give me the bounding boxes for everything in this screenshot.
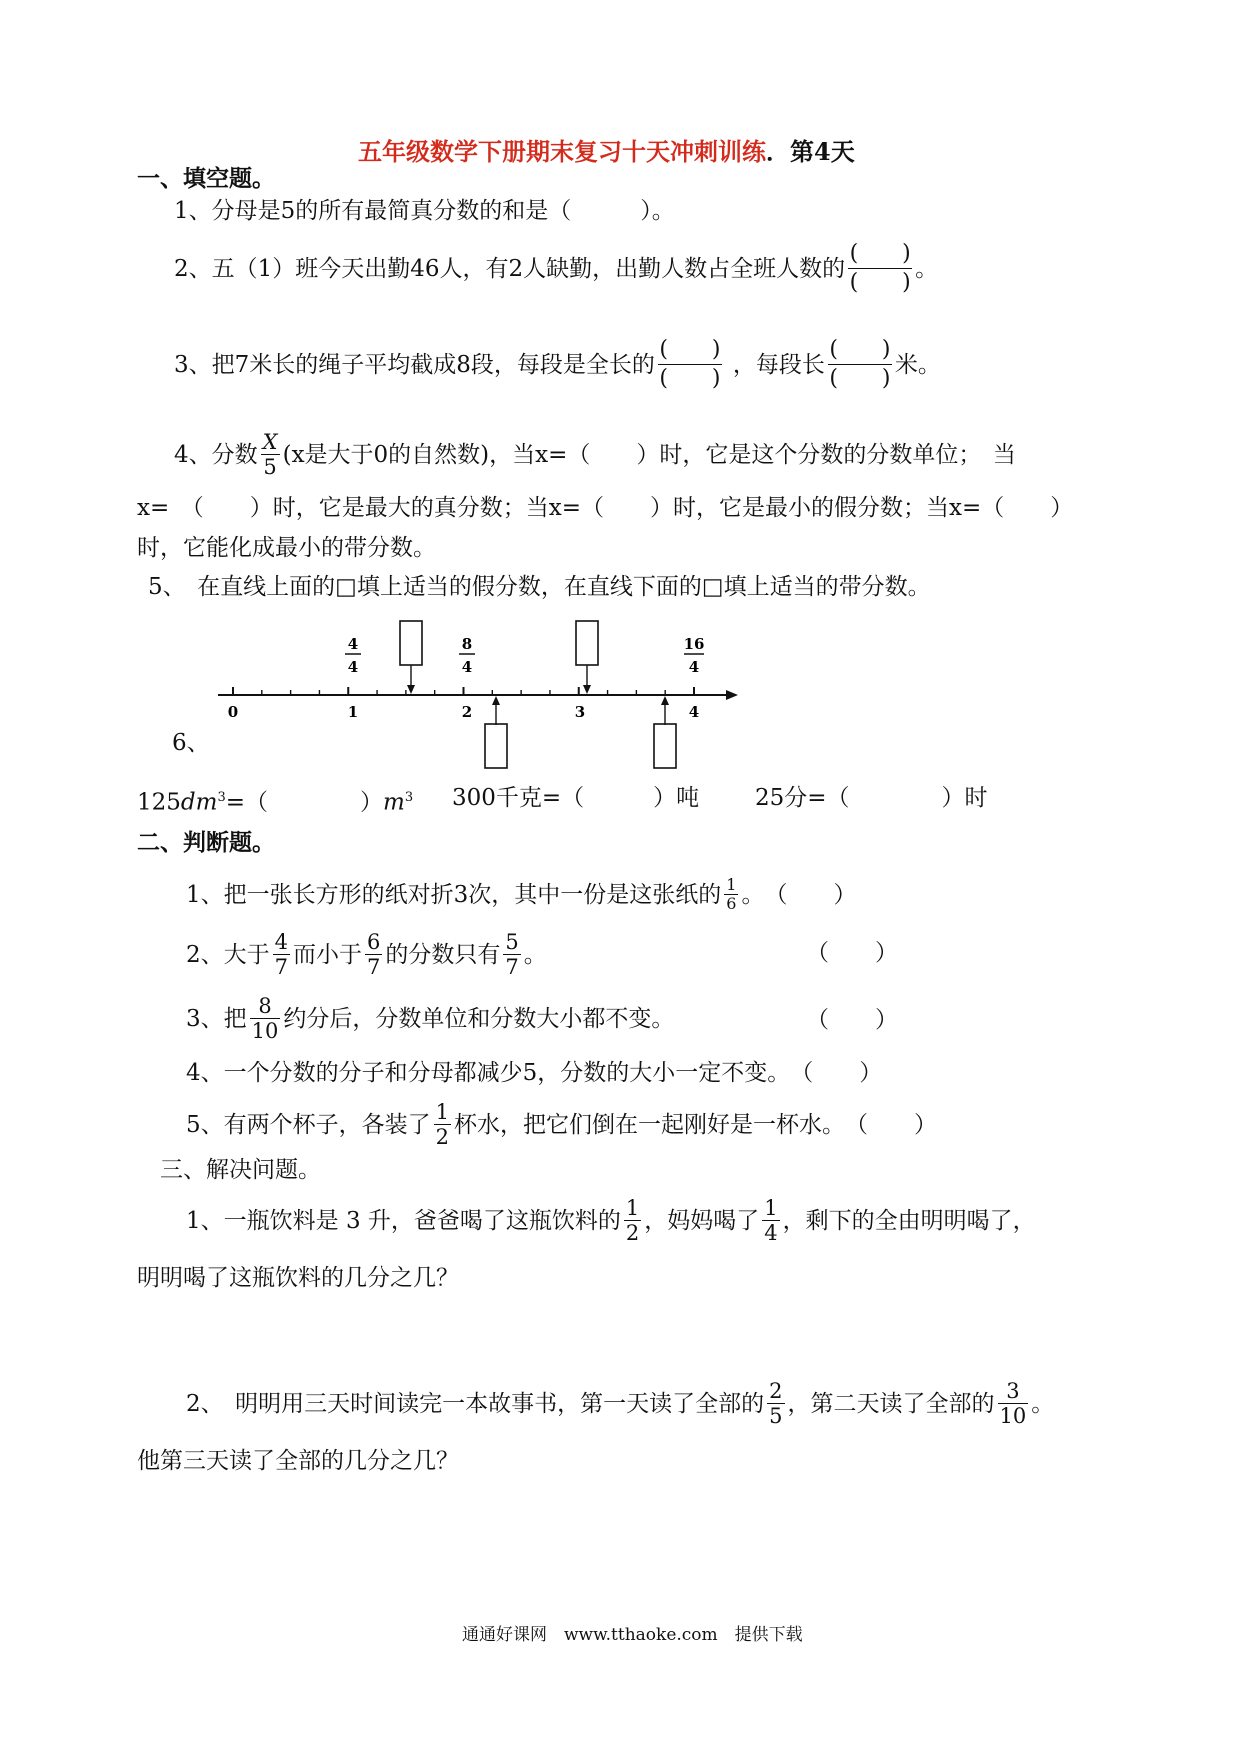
s2-q5-b: 杯水，把它们倒在一起刚好是一杯水。 （ ）: [454, 1111, 938, 1138]
fraction: $\frac{4}{7}$: [274, 930, 289, 979]
s2-q2-c: 的分数只有: [385, 941, 501, 968]
s2-q3-b: 约分后，分数单位和分数大小都不变。: [283, 1005, 675, 1032]
s1-q2-end: 。: [915, 255, 939, 282]
s2-q2-b: 而小于: [293, 941, 363, 968]
tick-label-4: 4: [688, 703, 700, 721]
tick-label-0: 0: [227, 703, 239, 721]
q6-a-unit: dm: [180, 789, 218, 816]
s3-q1-a: 1、一瓶饮料是 3 升，爸爸喝了这瓶饮料的: [186, 1207, 621, 1234]
fraction: $\frac{2}{5}$: [769, 1379, 783, 1428]
given-frac-3-den: 4: [688, 658, 700, 676]
fraction: $\frac{1}{6}$: [726, 875, 737, 913]
s2-q3-a: 3、把: [186, 1005, 247, 1032]
q6-a-exp2: 3: [404, 790, 414, 805]
s2-q5-a: 5、有两个杯子，各装了: [186, 1111, 431, 1138]
fraction: $\frac{3}{10}$: [999, 1379, 1027, 1428]
s1-question-5: 5、 在直线上面的□填上适当的假分数，在直线下面的□填上适当的带分数。: [148, 574, 931, 600]
s3-q1-c: ，剩下的全由明明喝了，: [782, 1207, 1036, 1234]
title-day: 第4天: [790, 137, 855, 166]
s2-q3-paren: （ ）: [806, 1007, 898, 1033]
title-dot: ．: [766, 137, 790, 166]
s1-question-2: [174, 240, 938, 297]
s2-q2-end: 。: [523, 941, 547, 968]
s3-q2-c: 。: [1031, 1390, 1055, 1417]
fraction: $\frac{1}{2}$: [435, 1100, 450, 1149]
fraction: $\frac{1}{4}$: [764, 1196, 778, 1245]
s1-q4-line2: x= （ ）时，它是最大的真分数；当x=（ ）时，它是最小的假分数；当x=（ ）: [137, 495, 1074, 521]
number-line-minor-ticks: [233, 687, 694, 695]
section2-heading: 二、判断题。: [137, 829, 275, 856]
s1-q3-mid: ，每段长: [732, 351, 825, 378]
s2-question-3: [186, 994, 674, 1043]
number-line-diagram: [210, 605, 750, 775]
arrow-up-icon: [492, 696, 500, 705]
s1-q3-text: 3、把7米长的绳子平均截成8段，每段是全长的: [174, 351, 655, 378]
s3-question-2: [186, 1379, 1054, 1428]
s1-q3-end: 米。: [894, 351, 941, 378]
s1-question-4-line1: [174, 430, 1016, 479]
s1-q2-text: 2、五（1）班今天出勤46人，有2人缺勤，出勤人数占全班人数的: [174, 255, 846, 282]
q6-a-value: 125: [137, 789, 181, 816]
fraction: $\frac{1}{2}$: [625, 1196, 640, 1245]
arrow-down-icon: [583, 685, 591, 694]
given-frac-1-den: 4: [347, 658, 359, 676]
q6-a-mid: =（ ）: [225, 789, 384, 816]
section1-heading: 一、填空题。: [137, 165, 275, 192]
s3-q2-b: ，第二天读了全部的: [787, 1390, 995, 1417]
s3-q1-b: ，妈妈喝了: [644, 1207, 760, 1234]
tick-label-1: 1: [347, 703, 359, 721]
arrow-down-icon: [407, 685, 415, 694]
q6-a-exp: 3: [217, 790, 226, 805]
s2-question-1: [186, 876, 856, 913]
s1-q6-label: 6、: [172, 730, 210, 756]
s2-question-4: 4、一个分数的分子和分母都减少5，分数的大小一定不变。 （ ）: [186, 1060, 883, 1086]
fraction: $\frac{X}{5}$: [262, 430, 278, 479]
page-footer: 通通好课网 www.tthaoke.com 提供下载: [462, 1625, 803, 1645]
answer-box-below-1: [485, 724, 507, 768]
s3-q2-a: 2、 明明用三天时间读完一本故事书，第一天读了全部的: [186, 1390, 765, 1417]
answer-box-above-1: [400, 621, 422, 665]
fraction: $\frac{5}{7}$: [505, 930, 519, 979]
page-title: [358, 132, 855, 167]
section3-heading: 三、解决问题。: [160, 1157, 321, 1183]
s2-q1-text: 1、把一张长方形的纸对折3次，其中一份是这张纸的: [186, 881, 722, 908]
given-frac-3-num: 16: [683, 635, 705, 653]
blank-fraction: ( ) ( ): [659, 337, 721, 391]
axis-arrow-icon: [726, 690, 738, 700]
given-frac-2-num: 8: [461, 635, 473, 653]
given-frac-1-num: 4: [347, 635, 359, 653]
s1-q4-line3: 时，它能化成最小的带分数。: [137, 535, 436, 561]
arrow-up-icon: [661, 696, 669, 705]
s2-q1-end: 。 （ ）: [741, 881, 857, 908]
answer-box-below-2: [654, 724, 676, 768]
s3-q2-line2: 他第三天读了全部的几分之几？: [137, 1448, 459, 1474]
blank-fraction: ( ) ( ): [849, 241, 911, 295]
s1-q4-lead: 4、分数: [174, 441, 258, 468]
s2-question-2: [186, 930, 547, 979]
tick-label-3: 3: [574, 703, 586, 721]
given-frac-2-den: 4: [461, 658, 473, 676]
s2-q2-paren: （ ）: [806, 940, 898, 966]
s1-q6-part-b: 300千克=（ ）吨: [452, 785, 700, 811]
tick-label-2: 2: [461, 703, 473, 721]
fraction: $\frac{8}{10}$: [251, 994, 279, 1043]
answer-box-above-2: [576, 621, 598, 665]
s1-q6-part-c: 25分=（ ）时: [755, 785, 988, 811]
s3-q1-line2: 明明喝了这瓶饮料的几分之几？: [137, 1265, 459, 1291]
s3-question-1: [186, 1196, 1036, 1245]
s1-q4-line1: (x是大于0的自然数)，当x=（ ）时，它是这个分数的分数单位； 当: [282, 441, 1016, 468]
fraction: $\frac{6}{7}$: [367, 930, 381, 979]
s1-question-1: 1、分母是5的所有最简真分数的和是（ ）。: [174, 198, 675, 224]
s2-question-5: [186, 1100, 937, 1149]
s1-question-3: [174, 336, 941, 393]
q6-a-unit2: m: [383, 789, 405, 816]
s2-q2-a: 2、大于: [186, 941, 270, 968]
blank-fraction: ( ) ( ): [829, 337, 891, 391]
s1-q6-part-a: [137, 783, 413, 818]
title-main: 五年级数学下册期末复习十天冲刺训练: [358, 137, 766, 166]
